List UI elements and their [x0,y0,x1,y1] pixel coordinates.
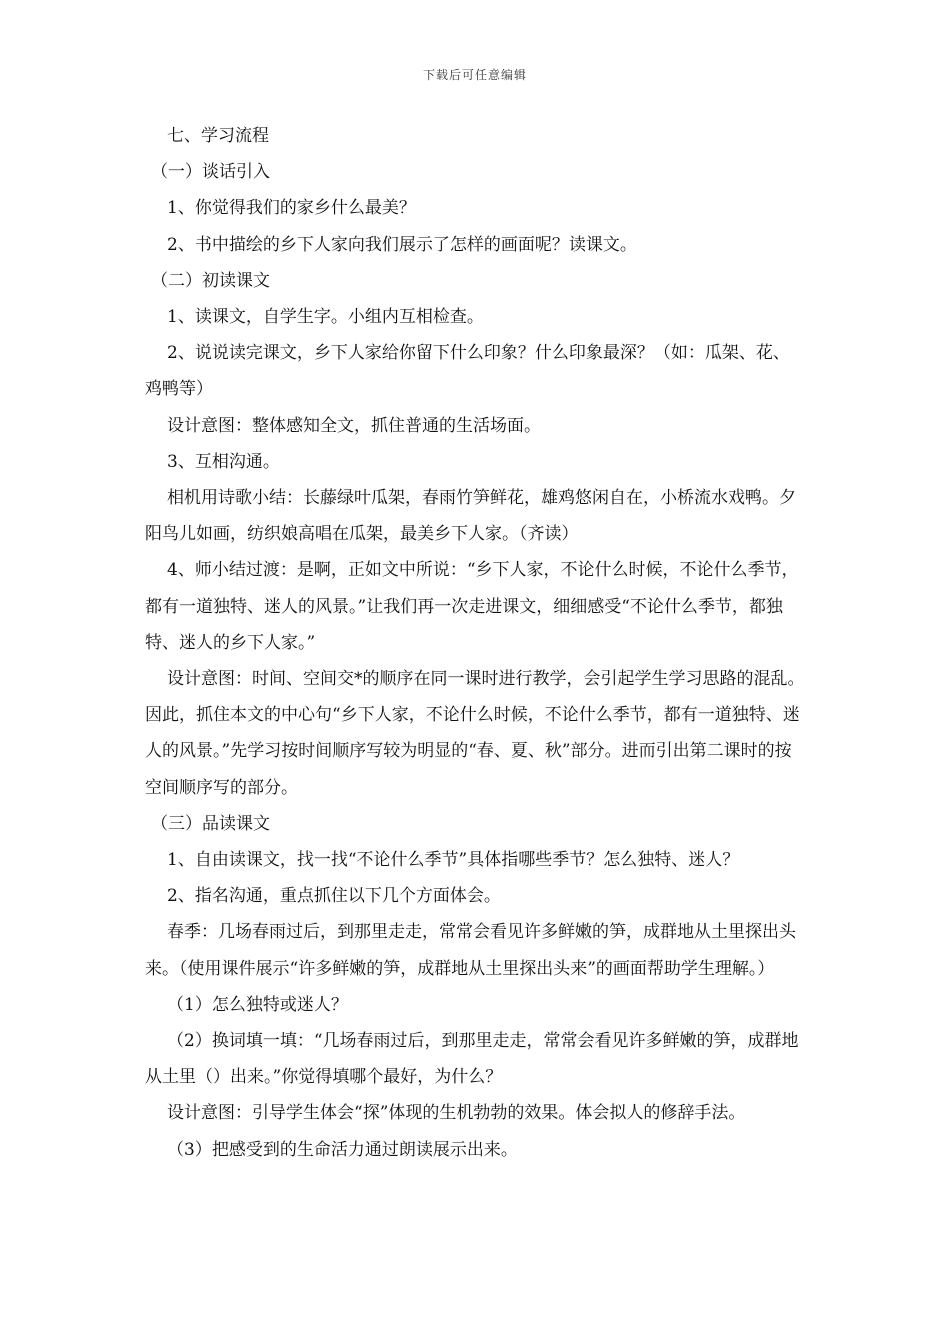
paragraph: 1、你觉得我们的家乡什么最美？ [167,198,416,219]
subsection-heading: （一）谈话引入 [151,162,270,183]
design-intent: 设计意图：引导学生体会“探”体现的生机勃勃的效果。体会拟人的修辞手法。 [167,1103,746,1124]
page-header: 下载后可任意编辑 [422,68,527,82]
paragraph: 2、指名沟通，重点抓住以下几个方面体会。 [167,886,501,907]
paragraph: （2）换词填一填：“几场春雨过后，到那里走走，常常会看见许多鲜嫩的笋，成群地从土里（）出来。”你觉得填哪个最好，为什么？ [145,1031,799,1088]
paragraph: 春季：几场春雨过后，到那里走走，常常会看见许多鲜嫩的笋，成群地从土里探出头来。（使用课件展示“许多鲜嫩的笋，成群地从土里探出头来”的画面帮助学生理解。） [145,922,796,979]
document-body [145,118,805,1168]
design-intent: 设计意图：时间、空间交*的顺序在同一课时进行教学，会引起学生学习思路的混乱。因此，抓住本文的中心句“乡下人家，不论什么时候，不论什么季节，都有一道独特、迷人的风景。”先学习按时间顺序写较为明显的“春、夏、秋”部分。进而引出第二课时的按空间顺序写的部分。 [145,669,805,798]
subsection-heading: （二）初读课文 [151,270,270,291]
paragraph: （3）把感受到的生命活力通过朗读展示出来。 [167,1139,518,1160]
paragraph: 4、师小结过渡：是啊，正如文中所说：“乡下人家，不论什么时候，不论什么季节，都有一道独特、迷人的风景。”让我们再一次走进课文，细细感受“不论什么季节，都独特、迷人的乡下人家。” [145,560,799,653]
paragraph: 1、读课文，自学生字。小组内互相检查。 [167,307,484,328]
paragraph: 2、书中描绘的乡下人家向我们展示了怎样的画面呢？读课文。 [167,234,637,255]
paragraph: 3、互相沟通。 [167,451,280,472]
paragraph: 相机用诗歌小结：长藤绿叶瓜架，春雨竹笋鲜花，雄鸡悠闲自在，小桥流水戏鸭。夕阳鸟儿如画，纺织娘高唱在瓜架，最美乡下人家。（齐读） [145,488,796,545]
paragraph: 1、自由读课文，找一找“不论什么季节”具体指哪些季节？怎么独特、迷人？ [167,850,740,871]
paragraph: （1）怎么独特或迷人？ [167,994,348,1015]
section-heading: 七、学习流程 [167,126,269,146]
subsection-heading: （三）品读课文 [151,813,270,834]
design-intent: 设计意图：整体感知全文，抓住普通的生活场面。 [167,415,541,436]
paragraph: 2、说说读完课文，乡下人家给你留下什么印象？什么印象最深？（如：瓜架、花、鸡鸭等） [145,343,790,400]
